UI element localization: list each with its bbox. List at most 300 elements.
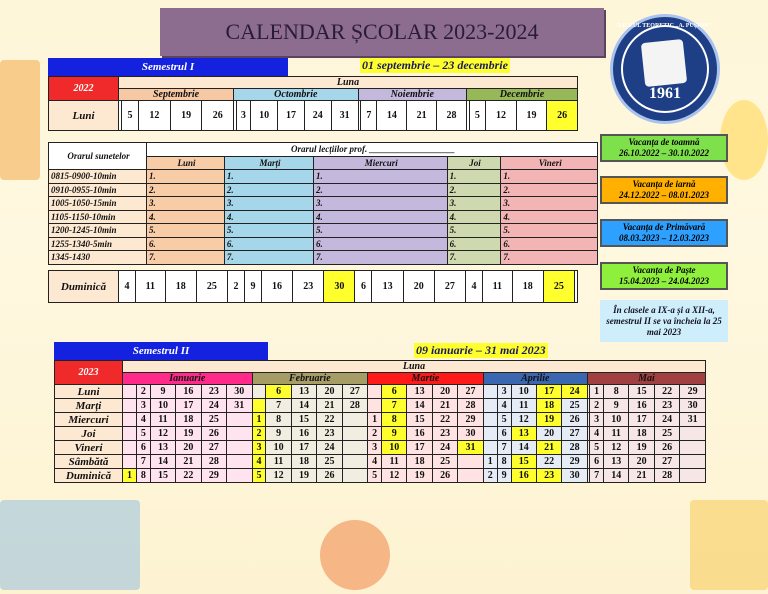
date-cell: 18 xyxy=(176,413,201,427)
date-cell xyxy=(483,441,497,455)
date-cell: 3 xyxy=(252,441,266,455)
date-cell: 11 xyxy=(382,455,407,469)
lesson-slot: 1. xyxy=(147,170,225,184)
date-cell: 4 xyxy=(466,271,483,303)
date-cell: 14 xyxy=(604,469,629,483)
school-logo xyxy=(610,14,720,124)
date-cell: 23 xyxy=(654,399,679,413)
date-cell: 30 xyxy=(458,427,483,441)
bell-time: 0815-0900-10min xyxy=(49,170,147,184)
date-cell: 7 xyxy=(382,399,407,413)
date-cell: 15 xyxy=(629,385,654,399)
date-cell: 20 xyxy=(629,455,654,469)
schedule-day-header: Joi xyxy=(447,156,501,170)
date-cell xyxy=(123,413,137,427)
date-cell: 3 xyxy=(368,441,382,455)
date-cell: 6 xyxy=(136,441,150,455)
date-cell: 19 xyxy=(536,413,561,427)
date-cell: 14 xyxy=(511,441,536,455)
bell-schedule-header: Orarul sunetelor xyxy=(49,143,147,170)
month-header: Septembrie xyxy=(119,89,234,101)
vacation-title: Vacanța de toamnă xyxy=(628,137,700,147)
date-cell xyxy=(227,427,252,441)
month-header: Decembrie xyxy=(466,89,577,101)
date-cell: 10 xyxy=(251,101,278,131)
date-cell: 10 xyxy=(150,399,175,413)
date-cell: 10 xyxy=(511,385,536,399)
date-cell: 8 xyxy=(136,469,150,483)
lesson-slot: 1. xyxy=(313,170,447,184)
lesson-slot: 2. xyxy=(501,183,598,197)
date-cell: 26 xyxy=(547,101,578,131)
date-cell: 23 xyxy=(432,427,457,441)
month-header: Mai xyxy=(587,373,705,385)
date-cell: 23 xyxy=(536,469,561,483)
date-cell: 7 xyxy=(497,441,511,455)
date-cell: 25 xyxy=(201,413,226,427)
date-cell: 17 xyxy=(291,441,316,455)
schedule-day-header: Vineri xyxy=(501,156,598,170)
date-cell: 9 xyxy=(382,427,407,441)
day-label: Duminică xyxy=(49,271,119,303)
date-cell: 29 xyxy=(201,469,226,483)
date-cell xyxy=(227,441,252,455)
date-cell: 31 xyxy=(458,441,483,455)
date-cell: 25 xyxy=(543,271,574,303)
page-title: CALENDAR ȘCOLAR 2023-2024 xyxy=(160,8,604,56)
date-cell xyxy=(458,469,483,483)
date-cell xyxy=(342,455,367,469)
date-cell: 4 xyxy=(590,427,604,441)
date-cell: 31 xyxy=(680,413,706,427)
bell-time: 1345-1430 xyxy=(49,251,147,265)
date-cell: 3 xyxy=(590,413,604,427)
date-cell: 19 xyxy=(176,427,201,441)
day-label: Vineri xyxy=(55,441,123,455)
month-header: Octombrie xyxy=(234,89,359,101)
day-label: Duminică xyxy=(55,469,123,483)
day-label: Luni xyxy=(49,101,119,131)
vacation-box xyxy=(600,134,728,162)
date-cell xyxy=(227,455,252,469)
date-cell: 24 xyxy=(317,441,342,455)
date-cell: 7 xyxy=(590,469,604,483)
date-cell: 13 xyxy=(150,441,175,455)
schedule-title: Orarul lecțiilor prof. ___________________ xyxy=(147,143,598,157)
date-cell: 16 xyxy=(291,427,316,441)
date-cell: 15 xyxy=(150,469,175,483)
pencil-decoration xyxy=(0,60,40,180)
date-cell xyxy=(680,441,706,455)
lesson-slot: 6. xyxy=(147,237,225,251)
date-cell: 13 xyxy=(604,455,629,469)
date-cell: 13 xyxy=(372,271,403,303)
date-cell: 6 xyxy=(355,271,372,303)
lesson-slot: 5. xyxy=(224,224,313,238)
date-cell: 14 xyxy=(377,101,407,131)
date-cell: 24 xyxy=(201,399,226,413)
date-cell: 12 xyxy=(150,427,175,441)
year-cell-2: 2023 xyxy=(55,361,123,385)
date-cell: 14 xyxy=(291,399,316,413)
lesson-slot: 2. xyxy=(224,183,313,197)
date-cell: 21 xyxy=(176,455,201,469)
date-cell: 1 xyxy=(590,385,604,399)
semester-2-dates: 09 ianuarie – 31 mai 2023 xyxy=(416,343,546,357)
date-cell: 20 xyxy=(432,385,457,399)
bell-time: 1200-1245-10min xyxy=(49,224,147,238)
date-cell: 8 xyxy=(497,455,511,469)
semester-1-dates: 01 septembrie – 23 decembrie xyxy=(362,58,508,72)
semester-2-label: Semestrul II xyxy=(54,342,268,360)
date-cell: 21 xyxy=(432,399,457,413)
logo-text: LICEUL TEORETIC „A. PUȘKIN" xyxy=(618,23,712,29)
date-cell: 17 xyxy=(629,413,654,427)
date-cell: 10 xyxy=(382,441,407,455)
date-cell: 27 xyxy=(434,271,465,303)
date-cell: 12 xyxy=(511,413,536,427)
date-cell: 17 xyxy=(536,385,561,399)
date-cell: 6 xyxy=(382,385,407,399)
month-header: Februarie xyxy=(252,373,368,385)
date-cell: 19 xyxy=(629,441,654,455)
date-cell xyxy=(368,399,382,413)
date-cell xyxy=(123,399,137,413)
date-cell: 14 xyxy=(407,399,432,413)
date-cell: 12 xyxy=(139,101,171,131)
date-cell: 11 xyxy=(136,271,166,303)
date-cell: 24 xyxy=(562,385,587,399)
date-cell: 26 xyxy=(317,469,342,483)
date-cell xyxy=(483,413,497,427)
date-cell: 6 xyxy=(266,385,291,399)
note-box: În clasele a IX-a și a XII-a, semestrul II se va încheia la 25 mai 2023 xyxy=(600,300,728,342)
lesson-slot: 2. xyxy=(147,183,225,197)
date-cell xyxy=(227,469,252,483)
lesson-slot: 4. xyxy=(224,210,313,224)
day-label: Luni xyxy=(55,385,123,399)
date-cell: 26 xyxy=(654,441,679,455)
lesson-slot: 3. xyxy=(501,197,598,211)
date-cell: 3 xyxy=(236,101,251,131)
books-decoration xyxy=(0,500,140,590)
date-cell: 29 xyxy=(562,455,587,469)
vacation-dates: 08.03.2023 – 12.03.2023 xyxy=(619,233,709,243)
date-cell: 20 xyxy=(403,271,434,303)
date-cell xyxy=(252,385,266,399)
date-cell: 28 xyxy=(342,399,367,413)
date-cell xyxy=(252,399,266,413)
date-cell: 27 xyxy=(342,385,367,399)
month-header: Ianuarie xyxy=(123,373,253,385)
date-cell: 17 xyxy=(407,441,432,455)
date-cell: 7 xyxy=(266,399,291,413)
date-cell: 2 xyxy=(483,469,497,483)
date-cell: 3 xyxy=(497,385,511,399)
date-cell: 16 xyxy=(176,385,201,399)
month-header-label: Luna xyxy=(119,77,578,89)
semester-2-calendar xyxy=(54,360,706,483)
date-cell: 11 xyxy=(511,399,536,413)
date-cell xyxy=(483,385,497,399)
date-cell: 30 xyxy=(324,271,355,303)
date-cell: 10 xyxy=(266,441,291,455)
date-cell: 16 xyxy=(407,427,432,441)
date-cell xyxy=(342,413,367,427)
date-cell: 11 xyxy=(604,427,629,441)
date-cell xyxy=(458,455,483,469)
date-cell: 1 xyxy=(252,413,266,427)
date-cell: 18 xyxy=(536,399,561,413)
lesson-slot: 4. xyxy=(313,210,447,224)
date-cell: 8 xyxy=(266,413,291,427)
date-cell: 21 xyxy=(536,441,561,455)
date-cell: 17 xyxy=(176,399,201,413)
bell-time: 1105-1150-10min xyxy=(49,210,147,224)
date-cell: 5 xyxy=(121,101,138,131)
bell-time: 0910-0955-10min xyxy=(49,183,147,197)
date-cell: 24 xyxy=(432,441,457,455)
date-cell: 15 xyxy=(511,455,536,469)
date-cell: 28 xyxy=(562,441,587,455)
pencils-decoration xyxy=(690,500,768,590)
day-label: Marți xyxy=(55,399,123,413)
lesson-slot: 7. xyxy=(313,251,447,265)
date-cell: 2 xyxy=(136,385,150,399)
date-cell xyxy=(123,385,137,399)
date-cell: 30 xyxy=(562,469,587,483)
date-cell: 29 xyxy=(680,385,706,399)
date-cell: 18 xyxy=(291,455,316,469)
date-cell: 31 xyxy=(331,101,358,131)
date-cell: 31 xyxy=(227,399,252,413)
date-cell: 30 xyxy=(227,385,252,399)
date-cell: 24 xyxy=(654,413,679,427)
lesson-slot: 5. xyxy=(313,224,447,238)
date-cell xyxy=(123,441,137,455)
date-cell: 3 xyxy=(136,399,150,413)
date-cell: 25 xyxy=(317,455,342,469)
date-cell: 12 xyxy=(266,469,291,483)
vacation-box xyxy=(600,262,728,290)
date-cell: 5 xyxy=(368,469,382,483)
lesson-slot: 4. xyxy=(447,210,501,224)
date-cell: 22 xyxy=(176,469,201,483)
vacation-title: Vacanța de Primăvară xyxy=(622,222,706,232)
lesson-slot: 1. xyxy=(447,170,501,184)
date-cell: 25 xyxy=(432,455,457,469)
date-cell: 17 xyxy=(278,101,305,131)
lesson-slot: 5. xyxy=(147,224,225,238)
lesson-slot: 7. xyxy=(147,251,225,265)
date-cell: 9 xyxy=(604,399,629,413)
date-cell: 21 xyxy=(317,399,342,413)
date-cell: 25 xyxy=(196,271,227,303)
date-cell: 1 xyxy=(368,413,382,427)
vacation-title: Vacanța de Paște xyxy=(632,265,696,275)
schedule-table xyxy=(48,142,598,265)
date-cell: 7 xyxy=(136,455,150,469)
lesson-slot: 3. xyxy=(313,197,447,211)
vacation-dates: 26.10.2022 – 30.10.2022 xyxy=(619,148,709,158)
lesson-slot: 2. xyxy=(313,183,447,197)
date-cell: 6 xyxy=(497,427,511,441)
date-cell: 11 xyxy=(266,455,291,469)
lesson-slot: 3. xyxy=(447,197,501,211)
lesson-slot: 3. xyxy=(147,197,225,211)
date-cell: 21 xyxy=(407,101,437,131)
date-cell: 27 xyxy=(562,427,587,441)
date-cell: 10 xyxy=(604,413,629,427)
lesson-slot: 7. xyxy=(224,251,313,265)
date-cell: 5 xyxy=(469,101,486,131)
date-cell: 27 xyxy=(654,455,679,469)
date-cell: 14 xyxy=(150,455,175,469)
date-cell: 1 xyxy=(483,455,497,469)
date-cell xyxy=(227,413,252,427)
lesson-slot: 4. xyxy=(501,210,598,224)
date-cell xyxy=(574,271,577,303)
date-cell: 11 xyxy=(483,271,513,303)
date-cell: 2 xyxy=(590,399,604,413)
date-cell: 8 xyxy=(604,385,629,399)
date-cell: 19 xyxy=(407,469,432,483)
date-cell: 8 xyxy=(382,413,407,427)
date-cell: 22 xyxy=(654,385,679,399)
scroll-icon xyxy=(641,39,687,87)
date-cell: 25 xyxy=(562,399,587,413)
date-cell: 27 xyxy=(458,385,483,399)
date-cell: 7 xyxy=(361,101,377,131)
date-cell: 5 xyxy=(136,427,150,441)
day-label: Miercuri xyxy=(55,413,123,427)
date-cell: 26 xyxy=(202,101,234,131)
date-cell xyxy=(680,469,706,483)
date-cell: 22 xyxy=(317,413,342,427)
lesson-slot: 1. xyxy=(224,170,313,184)
date-cell: 19 xyxy=(516,101,547,131)
date-cell: 27 xyxy=(201,441,226,455)
date-cell: 22 xyxy=(432,413,457,427)
bell-time: 1005-1050-15min xyxy=(49,197,147,211)
date-cell: 24 xyxy=(304,101,331,131)
date-cell: 4 xyxy=(136,413,150,427)
date-cell xyxy=(483,427,497,441)
lesson-slot: 6. xyxy=(447,237,501,251)
date-cell: 5 xyxy=(252,469,266,483)
date-cell: 5 xyxy=(590,441,604,455)
date-cell: 9 xyxy=(266,427,291,441)
logo-year: 1961 xyxy=(649,85,681,102)
semester-1-label: Semestrul I xyxy=(48,58,288,76)
vacation-dates: 24.12.2022 – 08.01.2023 xyxy=(619,190,709,200)
date-cell xyxy=(342,469,367,483)
date-cell: 28 xyxy=(458,399,483,413)
date-cell: 2 xyxy=(252,427,266,441)
date-cell: 26 xyxy=(562,413,587,427)
lesson-slot: 7. xyxy=(447,251,501,265)
date-cell: 2 xyxy=(227,271,244,303)
date-cell xyxy=(368,385,382,399)
date-cell: 18 xyxy=(407,455,432,469)
date-cell: 16 xyxy=(629,399,654,413)
date-cell: 26 xyxy=(201,427,226,441)
lesson-slot: 1. xyxy=(501,170,598,184)
date-cell: 23 xyxy=(293,271,324,303)
lesson-slot: 6. xyxy=(501,237,598,251)
date-cell xyxy=(483,399,497,413)
date-cell xyxy=(680,455,706,469)
lesson-slot: 5. xyxy=(447,224,501,238)
date-cell: 19 xyxy=(170,101,202,131)
date-cell: 13 xyxy=(407,385,432,399)
vacation-dates: 15.04.2023 – 24.04.2023 xyxy=(619,276,709,286)
date-cell: 4 xyxy=(119,271,136,303)
date-cell: 20 xyxy=(317,385,342,399)
lesson-slot: 3. xyxy=(224,197,313,211)
date-cell: 13 xyxy=(291,385,316,399)
date-cell: 9 xyxy=(150,385,175,399)
vacation-box xyxy=(600,219,728,247)
date-cell: 21 xyxy=(629,469,654,483)
date-cell: 13 xyxy=(511,427,536,441)
date-cell: 19 xyxy=(291,469,316,483)
lesson-slot: 6. xyxy=(313,237,447,251)
month-header: Martie xyxy=(368,373,484,385)
schedule-day-header: Marți xyxy=(224,156,313,170)
date-cell xyxy=(680,427,706,441)
semester-1-calendar xyxy=(48,76,578,131)
lesson-slot: 5. xyxy=(501,224,598,238)
date-cell: 11 xyxy=(150,413,175,427)
date-cell: 1 xyxy=(123,469,137,483)
date-cell xyxy=(123,427,137,441)
lesson-slot: 4. xyxy=(147,210,225,224)
date-cell: 4 xyxy=(497,399,511,413)
lesson-slot: 2. xyxy=(447,183,501,197)
date-cell: 9 xyxy=(497,469,511,483)
date-cell: 23 xyxy=(201,385,226,399)
date-cell: 18 xyxy=(165,271,196,303)
date-cell: 15 xyxy=(291,413,316,427)
date-cell: 28 xyxy=(437,101,467,131)
date-cell: 25 xyxy=(654,427,679,441)
date-cell: 20 xyxy=(176,441,201,455)
month-header: Aprilie xyxy=(483,373,587,385)
date-cell: 5 xyxy=(497,413,511,427)
vacation-box xyxy=(600,176,728,204)
date-cell: 18 xyxy=(629,427,654,441)
date-cell: 22 xyxy=(536,455,561,469)
date-cell: 4 xyxy=(252,455,266,469)
lesson-slot: 7. xyxy=(501,251,598,265)
date-cell xyxy=(123,455,137,469)
date-cell: 12 xyxy=(382,469,407,483)
date-cell: 30 xyxy=(680,399,706,413)
year-cell: 2022 xyxy=(49,77,119,101)
date-cell xyxy=(342,427,367,441)
date-cell: 18 xyxy=(512,271,543,303)
bell-time: 1255-1340-5min xyxy=(49,237,147,251)
date-cell: 6 xyxy=(590,455,604,469)
lesson-slot: 6. xyxy=(224,237,313,251)
date-cell: 29 xyxy=(458,413,483,427)
date-cell: 12 xyxy=(604,441,629,455)
date-cell: 23 xyxy=(317,427,342,441)
date-cell xyxy=(342,441,367,455)
date-cell: 16 xyxy=(261,271,292,303)
date-cell: 16 xyxy=(511,469,536,483)
